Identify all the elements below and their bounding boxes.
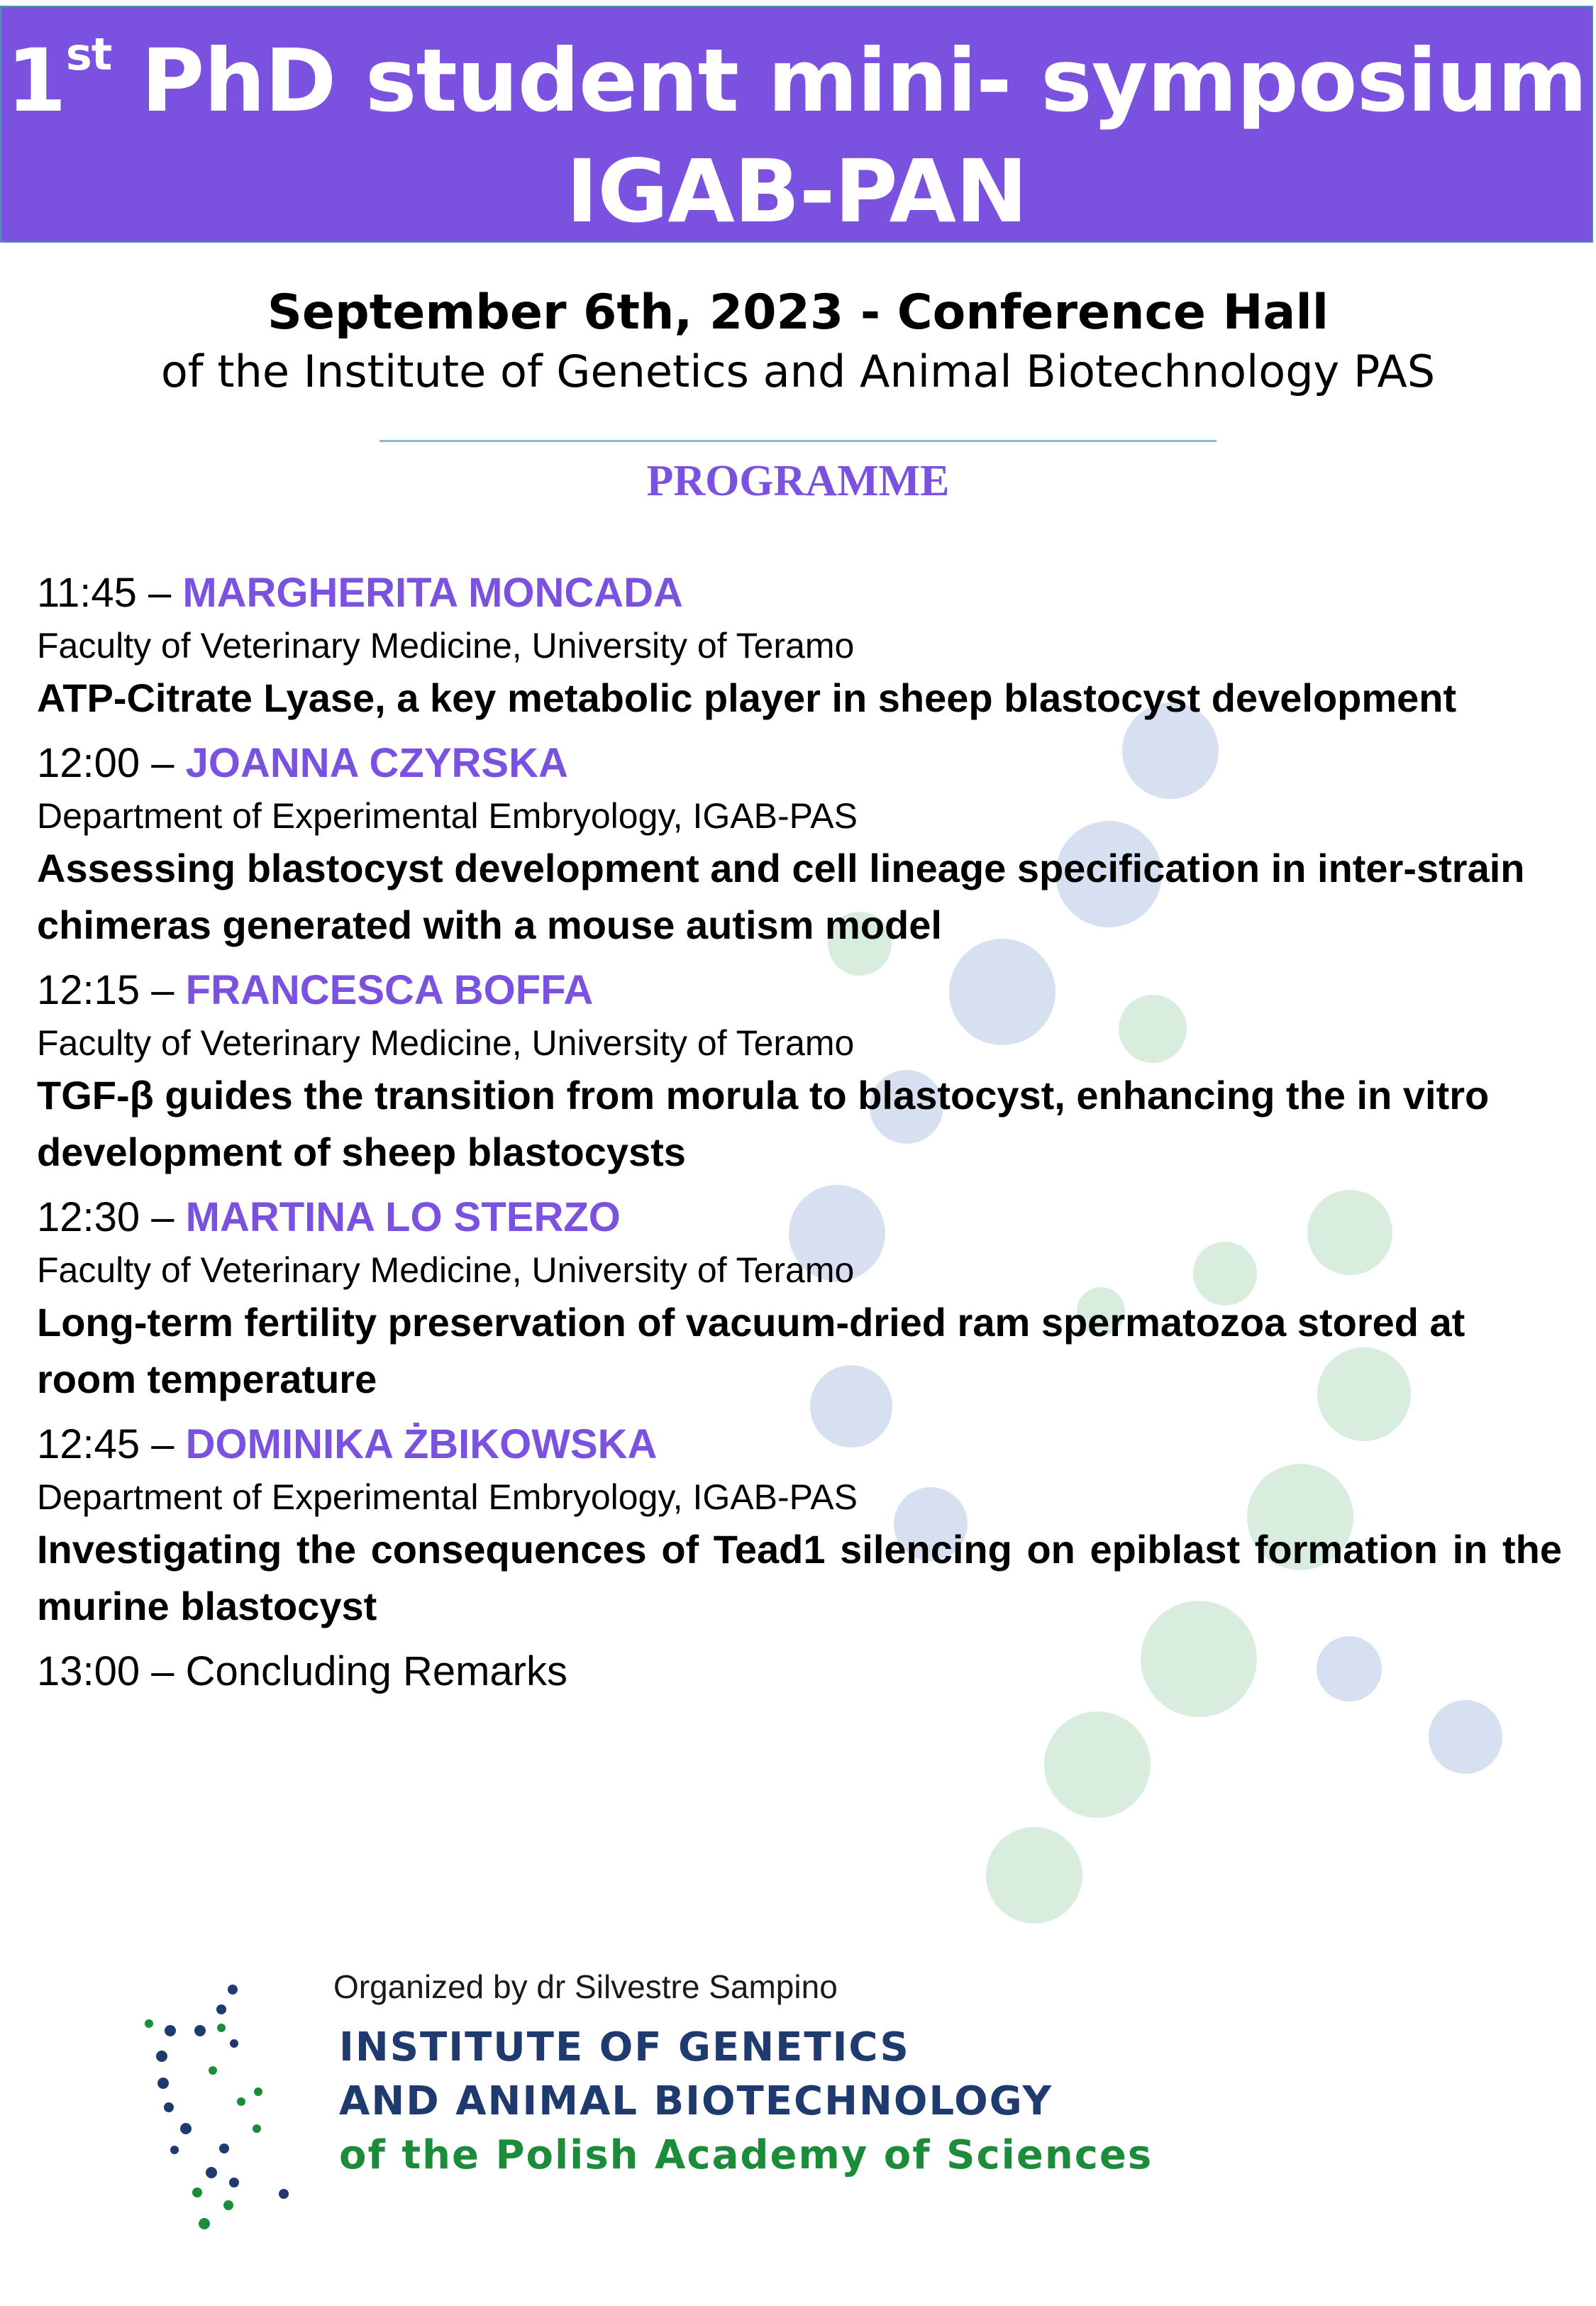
- programme-list: [37, 565, 1562, 1700]
- talk-title: Assessing blastocyst development and cell lineage specification in inter-strain chimeras generated with a mouse autism model: [37, 846, 1525, 947]
- bubble-green: [1044, 1711, 1151, 1818]
- title-ordinal-number: 1: [6, 31, 66, 131]
- talk-header: 12:00 – JOANNA CZYRSKA: [37, 740, 568, 786]
- bubble-green: [986, 1827, 1082, 1924]
- closing-label: Concluding Remarks: [185, 1648, 567, 1694]
- talk-speaker: MARGHERITA MONCADA: [182, 570, 683, 616]
- talk-time: 12:45: [37, 1421, 140, 1467]
- institute-name-line2: AND ANIMAL BIOTECHNOLOGY: [339, 2078, 1053, 2124]
- closing-time: 13:00: [37, 1648, 140, 1694]
- institute-name-line1: INSTITUTE OF GENETICS: [339, 2024, 910, 2070]
- molecule-dots-icon: [128, 1980, 312, 2242]
- talk-speaker: FRANCESCA BOFFA: [185, 967, 594, 1013]
- talk-header: 12:15 – FRANCESCA BOFFA: [37, 967, 594, 1013]
- talk-item: [37, 565, 1562, 727]
- talk-affiliation: Department of Experimental Embryology, IGAB-PAS: [37, 1477, 858, 1517]
- event-date-location: September 6th, 2023 - Conference Hall: [267, 285, 1329, 341]
- talk-item: [37, 1189, 1562, 1408]
- title-banner: [0, 6, 1593, 243]
- title-ordinal-suffix: st: [65, 28, 112, 80]
- talk-header: 12:45 – DOMINIKA ŻBIKOWSKA: [37, 1421, 658, 1467]
- talk-speaker: JOANNA CZYRSKA: [185, 740, 568, 786]
- talk-item: [37, 962, 1562, 1181]
- symposium-subtitle: IGAB-PAN: [565, 141, 1028, 242]
- programme-heading: PROGRAMME: [646, 457, 950, 505]
- event-venue: of the Institute of Genetics and Animal Biotechnology PAS: [160, 346, 1436, 397]
- talk-title: ATP-Citrate Lyase, a key metabolic player in sheep blastocyst development: [37, 675, 1457, 720]
- talk-time: 12:15: [37, 967, 140, 1013]
- talk-item: [37, 735, 1562, 954]
- talk-header: 11:45 – MARGHERITA MONCADA: [37, 570, 683, 616]
- title-text: PhD student mini- symposium: [111, 31, 1587, 131]
- talk-speaker: DOMINIKA ŻBIKOWSKA: [185, 1421, 658, 1467]
- organizer-credit: Organized by dr Silvestre Sampino: [333, 1968, 838, 2005]
- symposium-title: [1, 28, 1592, 131]
- talk-time: 11:45: [37, 570, 137, 616]
- divider: [379, 440, 1217, 442]
- talk-header: 12:30 – MARTINA LO STERZO: [37, 1194, 621, 1240]
- talk-affiliation: Faculty of Veterinary Medicine, University of Teramo: [37, 1250, 855, 1290]
- talk-time: 12:30: [37, 1194, 140, 1240]
- closing-item: 13:00 – Concluding Remarks: [37, 1648, 567, 1694]
- talk-affiliation: Faculty of Veterinary Medicine, University of Teramo: [37, 626, 855, 666]
- talk-time: 12:00: [37, 740, 140, 786]
- talk-affiliation: Department of Experimental Embryology, IGAB-PAS: [37, 796, 858, 836]
- talk-title: Long-term fertility preservation of vacuum-dried ram spermatozoa stored at room temperature: [37, 1300, 1465, 1401]
- talk-speaker: MARTINA LO STERZO: [185, 1194, 621, 1240]
- talk-affiliation: Faculty of Veterinary Medicine, University of Teramo: [37, 1023, 855, 1063]
- talk-title: TGF-β guides the transition from morula to blastocyst, enhancing the in vitro development of sheep blastocysts: [37, 1073, 1490, 1174]
- institute-name-line3: of the Polish Academy of Sciences: [339, 2132, 1153, 2178]
- institute-name: [339, 2021, 1153, 2183]
- bubble-blue: [1429, 1700, 1502, 1774]
- talk-item: [37, 1416, 1562, 1635]
- talk-title: Investigating the consequences of Tead1 silencing on epiblast formation in the murine blastocyst: [37, 1527, 1562, 1628]
